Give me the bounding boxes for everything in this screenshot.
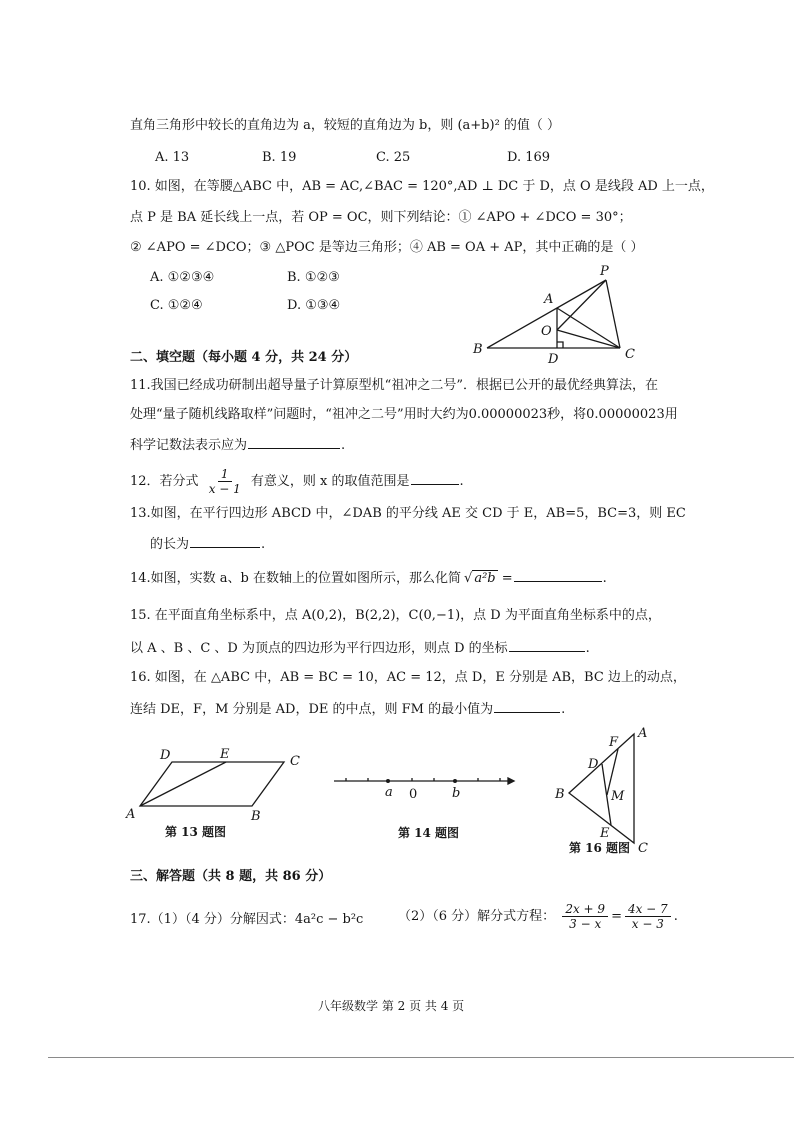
- q12-numerator: 1: [218, 467, 232, 482]
- label-b: B: [251, 809, 261, 824]
- scan-edge-line: [48, 1057, 794, 1058]
- q13-figure-caption: 第 13 题图: [165, 825, 227, 839]
- q11-text: 科学记数法表示应为: [130, 438, 248, 453]
- label-a: A: [126, 807, 136, 822]
- q13-text: 的长为: [150, 537, 190, 552]
- label-c: C: [638, 841, 648, 856]
- right-angle-mark: [557, 342, 563, 348]
- q13-line-2: [150, 534, 265, 554]
- label-d: D: [588, 757, 599, 772]
- section-2-title: 二、填空题（每小题 4 分，共 24 分）: [130, 350, 358, 365]
- q17-part-1: 17.（1）（4 分）分解因式：4a²c − b²c: [130, 912, 364, 927]
- label-e: E: [600, 826, 610, 841]
- q15-text: 以 A 、B 、C 、D 为顶点的四边形为平行四边形，则点 D 的坐标: [130, 641, 508, 656]
- axis-arrowhead: [508, 778, 514, 784]
- q14-answer-blank: [514, 568, 602, 582]
- q10-line-3: ② ∠APO = ∠DCO；③ △POC 是等边三角形；④ AB = OA + AP，其中正确的是（ ）: [130, 240, 644, 255]
- q12-denominator: x − 1: [208, 482, 241, 496]
- q17-rhs-numerator: 4x − 7: [625, 902, 671, 917]
- q17-lhs-denominator: 3 − x: [569, 917, 602, 931]
- q14-figure-caption: 第 14 题图: [398, 826, 460, 840]
- q10-option-c: C. ①②④: [150, 298, 203, 313]
- q16-text: 连结 DE，F，M 分别是 AD，DE 的中点，则 FM 的最小值为: [130, 702, 494, 717]
- q15-period: .: [585, 641, 590, 656]
- label-m: M: [611, 789, 625, 804]
- q14-radicand: a²b: [474, 571, 496, 586]
- line-ac: [557, 308, 620, 348]
- q10-line-2: 点 P 是 BA 延长线上一点，若 OP = OC，则下列结论：① ∠APO + ∠DCO = 30°；: [130, 210, 632, 225]
- label-zero: 0: [409, 787, 418, 802]
- q11-period: .: [341, 438, 346, 453]
- line-op: [557, 280, 606, 330]
- q12-text-before: 12．若分式: [130, 474, 199, 489]
- q13-line-1: 13.如图，在平行四边形 ABCD 中，∠DAB 的平分线 AE 交 CD 于 E，AB=5，BC=3，则 EC: [130, 506, 686, 521]
- q10-line-1: 10. 如图，在等腰△ABC 中，AB = AC,∠BAC = 120°,AD ⊥ DC 于 D，点 O 是线段 AD 上一点，: [130, 179, 714, 194]
- label-a: a: [385, 785, 393, 800]
- q10-figure: [470, 262, 650, 366]
- q9-option-d: D. 169: [507, 150, 551, 165]
- line-pc: [606, 280, 620, 348]
- q17-lhs-fraction: [562, 902, 608, 931]
- q17-equals: =: [611, 909, 622, 924]
- radical-sign: √: [464, 571, 473, 586]
- q9-stem: 直角三角形中较长的直角边为 a，较短的直角边为 b，则 (a+b)² 的值（ ）: [130, 118, 561, 133]
- q10-option-d: D. ①③④: [287, 298, 341, 313]
- label-c: C: [625, 347, 635, 362]
- q17-part-2-text: （2）（6 分）解分式方程：: [398, 909, 556, 924]
- point-b: [453, 779, 457, 783]
- q17-part-2: [398, 902, 678, 931]
- q14-equals: =: [497, 571, 513, 586]
- q13-period: .: [261, 537, 266, 552]
- q14-line: [130, 568, 607, 588]
- q12-fraction: [206, 467, 244, 496]
- q16-answer-blank: [494, 699, 560, 713]
- q15-answer-blank: [509, 638, 585, 652]
- q13-figure: [120, 745, 305, 825]
- q15-line-2: [130, 638, 590, 658]
- q16-period: .: [561, 702, 566, 717]
- q15-line-1: 15. 在平面直角坐标系中，点 A(0,2)，B(2,2)，C(0,−1)，点 D 为平面直角坐标系中的点，: [130, 608, 661, 623]
- q9-option-b: B. 19: [262, 150, 297, 165]
- q17-period: .: [673, 909, 678, 924]
- q12-line: [130, 467, 464, 496]
- q16-figure: [550, 725, 650, 855]
- label-d: D: [548, 352, 559, 367]
- q16-line-1: 16. 如图，在 △ABC 中，AB = BC = 10，AC = 12，点 D，E 分别是 AB，BC 边上的动点，: [130, 670, 686, 685]
- q14-period: .: [602, 571, 607, 586]
- q17-rhs-denominator: x − 3: [631, 917, 664, 931]
- q10-option-b: B. ①②③: [287, 270, 340, 285]
- section-3-title: 三、解答题（共 8 题，共 86 分）: [130, 869, 332, 884]
- label-b: B: [473, 342, 483, 357]
- q12-answer-blank: [411, 471, 459, 485]
- label-b: b: [452, 786, 461, 801]
- q9-option-a: A. 13: [155, 150, 190, 165]
- q11-line-2: 处理“量子随机线路取样”问题时，“祖冲之二号”用时大约为0.00000023秒，将0.00000023用: [130, 407, 678, 422]
- label-a: A: [544, 292, 554, 307]
- label-e: E: [220, 747, 230, 762]
- q10-option-a: A. ①②③④: [150, 270, 215, 285]
- q11-line-3: [130, 435, 345, 455]
- page-footer: 八年级数学 第 2 页 共 4 页: [318, 999, 465, 1013]
- q14-text: 14.如图，实数 a、b 在数轴上的位置如图所示，那么化简: [130, 571, 462, 586]
- q16-figure-caption: 第 16 题图: [569, 841, 631, 855]
- q13-answer-blank: [190, 534, 260, 548]
- q14-figure: [330, 770, 520, 802]
- q11-line-1: 11.我国已经成功研制出超导量子计算原型机“祖冲之二号”．根据已公开的最优经典算法，在: [130, 378, 658, 393]
- label-d: D: [160, 748, 171, 763]
- q17-lhs-numerator: 2x + 9: [562, 902, 608, 917]
- point-a: [386, 779, 390, 783]
- q14-square-root: [464, 570, 498, 588]
- q12-text-after: 有意义，则 x 的取值范围是: [250, 474, 410, 489]
- q16-line-2: [130, 699, 565, 719]
- q12-period: .: [459, 474, 464, 489]
- label-f: F: [609, 735, 619, 750]
- q17-rhs-fraction: [625, 902, 671, 931]
- label-b: B: [555, 787, 565, 802]
- label-o: O: [541, 324, 552, 339]
- label-c: C: [290, 754, 300, 769]
- line-oc: [557, 330, 620, 348]
- q9-option-c: C. 25: [376, 150, 411, 165]
- label-p: P: [600, 264, 609, 279]
- label-a: A: [638, 726, 648, 741]
- q11-answer-blank: [248, 435, 340, 449]
- line-ae: [140, 762, 226, 806]
